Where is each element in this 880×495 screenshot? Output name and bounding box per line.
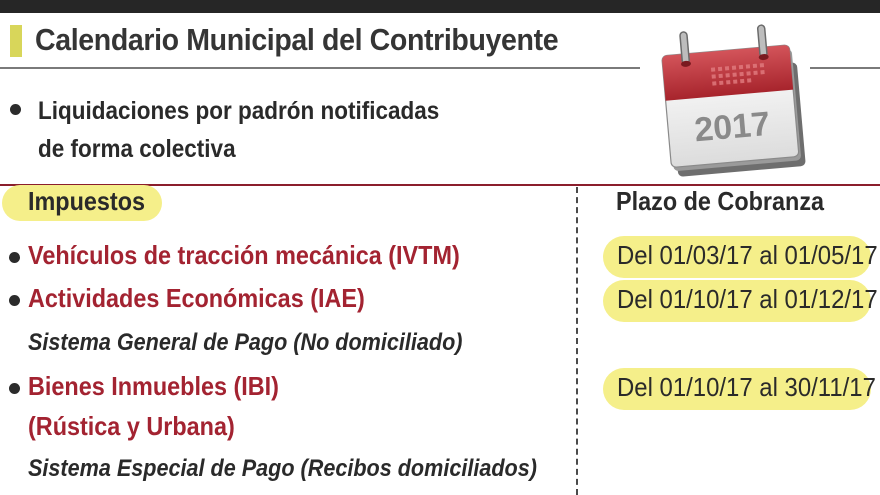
intro-text [38, 92, 461, 168]
tax-name-ibi-sub: (Rústica y Urbana) [28, 411, 235, 441]
title-divider-right [810, 67, 880, 69]
column-divider [576, 187, 578, 495]
title-divider [0, 67, 640, 69]
bullet-icon [9, 295, 20, 306]
payment-system-note: Sistema General de Pago (No domiciliado) [28, 329, 463, 356]
tax-name-iae: Actividades Económicas (IAE) [28, 283, 365, 313]
title-marker [10, 25, 22, 57]
column-header-impuestos: Impuestos [28, 186, 146, 216]
calendar-year: 2017 [692, 104, 772, 150]
period-ivtm: Del 01/03/17 al 01/05/17 [617, 240, 878, 270]
tax-name-ibi: Bienes Inmuebles (IBI) [28, 371, 279, 401]
top-bar [0, 0, 880, 13]
calendar-icon [652, 22, 812, 182]
intro-line-1: Liquidaciones por padrón notificadas [38, 97, 440, 125]
bullet-icon [9, 252, 20, 263]
page-title: Calendario Municipal del Contribuyente [35, 22, 559, 57]
bullet-icon [10, 104, 21, 115]
column-header-plazo: Plazo de Cobranza [616, 186, 825, 216]
payment-system-note-special: Sistema Especial de Pago (Recibos domiciliados) [28, 455, 537, 482]
intro-line-2: de forma colectiva [38, 135, 236, 163]
tax-name-ivtm: Vehículos de tracción mecánica (IVTM) [28, 240, 460, 270]
period-ibi: Del 01/10/17 al 30/11/17 [617, 372, 876, 402]
period-iae: Del 01/10/17 al 01/12/17 [617, 284, 878, 314]
bullet-icon [9, 383, 20, 394]
